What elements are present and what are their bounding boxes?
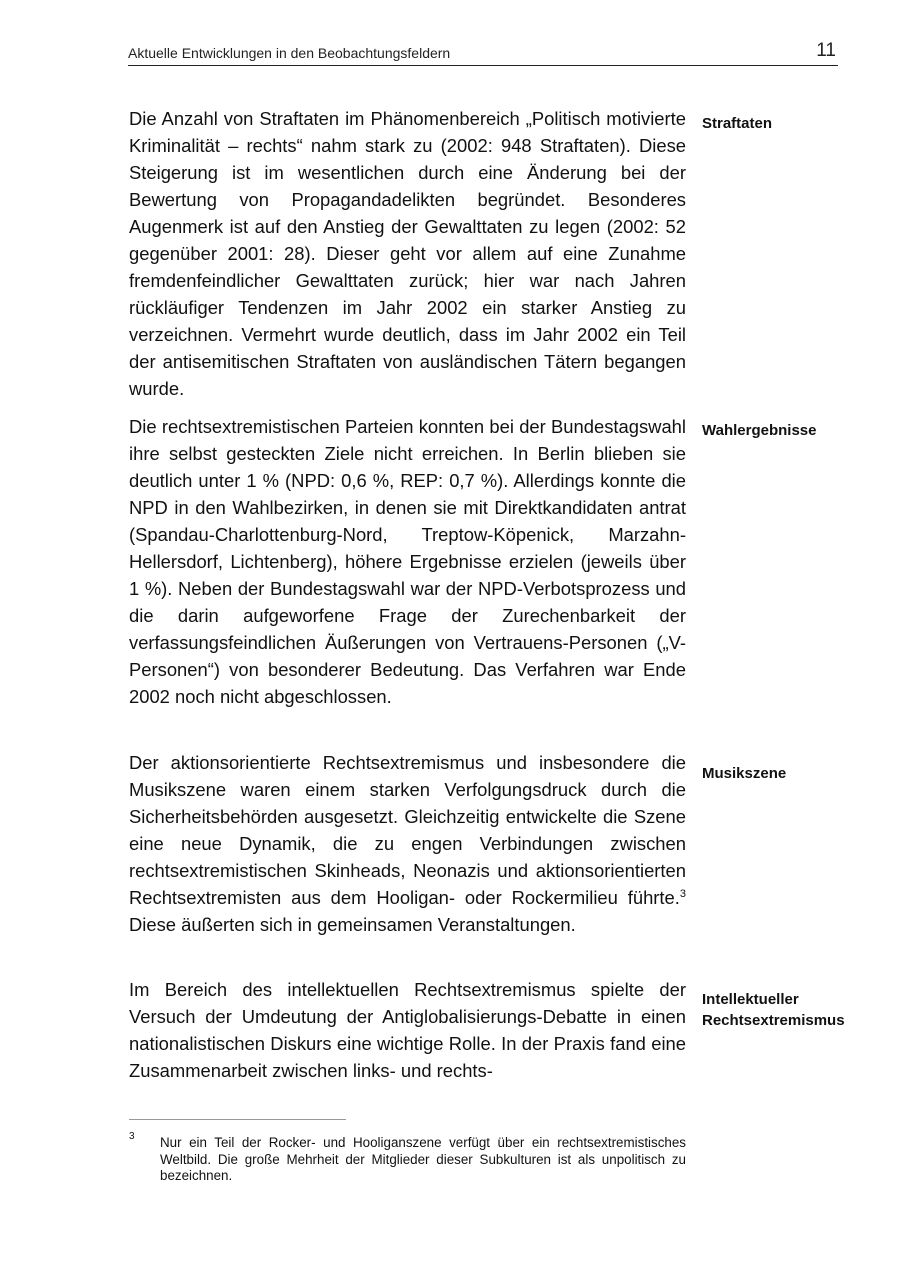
paragraph-wahlergebnisse: Die rechtsextremistischen Parteien konnten bei der Bundestagswahl ihre selbst gesteckten Ziele nicht erreichen. In Berlin blieben sie deutlich unter 1 % (NPD: 0,6 %, REP: 0,7 %). Allerdings konnte die NPD in den Wahlbezirken, in denen sie mit Direktkandidaten antrat (Spandau-Charlottenburg-Nord, Treptow-Köpenick, Marzahn-Hellersdorf, Lichtenberg), höhere Ergebnisse erzielen (jeweils über 1 %). Neben der Bundestagswahl war der NPD-Verbotsprozess und die darin aufgeworfene Frage der Zurechenbarkeit der verfassungsfeindlichen Äußerungen von Vertrauens-Personen („V-Personen“) von besonderer Bedeutung. Das Verfahren war Ende 2002 noch nicht abgeschlossen. [129, 416, 686, 707]
header-title: Aktuelle Entwicklungen in den Beobachtungsfeldern [128, 45, 451, 61]
paragraph-straftaten: Die Anzahl von Straftaten im Phänomenbereich „Politisch motivierte Kriminalität – rechts“ nahm stark zu (2002: 948 Straftaten). Diese Steigerung ist im wesentlichen durch eine Änderung bei der Bewertung von Propagandadelikten begründet. Besonderes Augenmerk ist auf den Anstieg der Gewalttaten zu legen (2002: 52 gegenüber 2001: 28). Dieser geht vor allem auf eine Zunahme fremdenfeindlicher Gewalttaten zurück; hier war nach Jahren rückläufiger Tendenzen im Jahr 2002 ein starker Anstieg zu verzeichnen. Vermehrt wurde deutlich, dass im Jahr 2002 ein Teil der antisemitischen Straftaten von ausländischen Tätern begangen wurde. [129, 108, 686, 399]
paragraph-musikszene-text-before: Der aktionsorientierte Rechtsextremismus und insbesondere die Musikszene waren einem starken Verfolgungsdruck durch die Sicherheitsbehörden ausgesetzt. Gleichzeitig entwickelte die Szene eine neue Dynamik, die zu engen Verbindungen zwischen rechtsextremistischen Skinheads, Neonazis und aktionsorientierten Rechtsextremisten aus dem Hooligan- oder Rockermilieu führte. [129, 752, 686, 908]
margin-label-wahlergebnisse: Wahlergebnisse [702, 422, 817, 439]
page-header [128, 38, 838, 66]
margin-label-intellektueller-rechtsextremismus: Intellektueller Rechtsextremismus [702, 991, 845, 1029]
footnote-text: Nur ein Teil der Rocker- und Hooliganszene verfügt über ein rechtsextremistisches Weltbild. Die große Mehrheit der Mitglieder dieser Subkulturen ist als unpolitisch zu bezeichnen. [160, 1135, 686, 1183]
page-number: 11 [816, 40, 836, 61]
footnote-number: 3 [129, 1131, 135, 1142]
paragraph-musikszene [129, 749, 686, 938]
footnote-separator [129, 1119, 346, 1120]
footnote-reference[interactable]: 3 [679, 887, 686, 900]
margin-label-musikszene: Musikszene [702, 765, 787, 782]
margin-label-straftaten: Straftaten [702, 115, 773, 132]
paragraph-intellektueller-rechtsextremismus: Im Bereich des intellektuellen Rechtsextremismus spielte der Versuch der Umdeutung der Antiglobalisierungs-Debatte in einen nationalistischen Diskurs eine wichtige Rolle. In der Praxis fand eine Zusammenarbeit zwischen links- und rechts- [129, 979, 686, 1081]
paragraph-musikszene-text-after: Diese äußerten sich in gemeinsamen Veranstaltungen. [129, 914, 576, 935]
